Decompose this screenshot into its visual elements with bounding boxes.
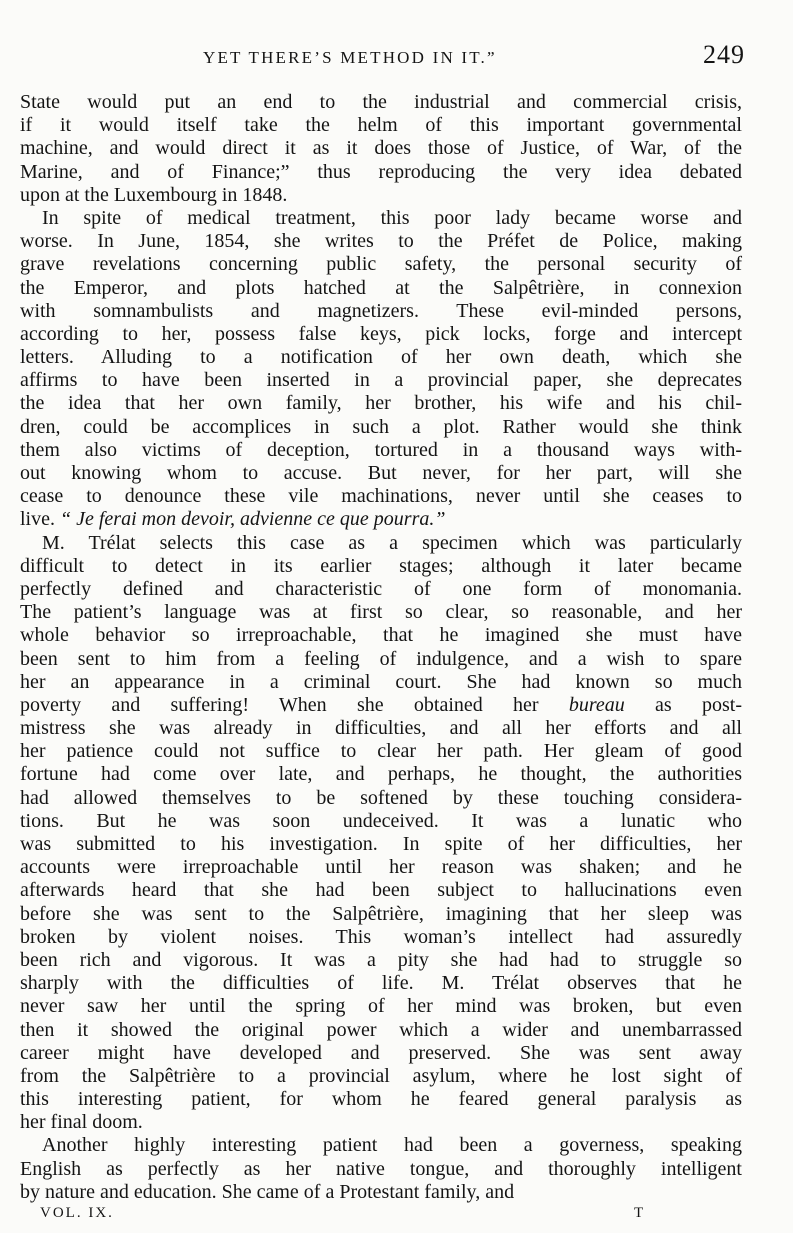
paragraph — [20, 91, 742, 207]
text-segment: was submitted to his investigation. In spite of her difficulties, her — [20, 833, 742, 855]
text-segment: out knowing whom to accuse. But never, for her part, will she — [20, 462, 742, 484]
text-segment: them also victims of deception, tortured in a thousand ways with- — [20, 438, 742, 461]
text-line — [20, 601, 742, 624]
text-segment: live. — [20, 508, 60, 531]
text-line — [20, 972, 742, 995]
text-segment: career might have developed and preserved. She was sent away — [20, 1041, 742, 1064]
text-line — [20, 300, 742, 323]
text-line — [20, 694, 742, 717]
text-segment: grave revelations concerning public safety, the personal security of — [20, 253, 742, 276]
text-line — [20, 1158, 742, 1181]
text-segment: the Emperor, and plots hatched at the Salpêtrière, in connexion — [20, 276, 742, 299]
paragraph — [20, 207, 742, 532]
text-line — [20, 253, 742, 276]
text-line — [20, 671, 742, 694]
italic-text: bureau — [568, 693, 625, 716]
text-line — [20, 1181, 742, 1204]
text-segment: been rich and vigorous. It was a pity she had had to struggle so — [20, 948, 742, 971]
text-segment: then it showed the original power which a wider and unembarrassed — [20, 1018, 742, 1041]
text-segment: poverty and suffering! When she obtained her — [20, 693, 569, 716]
text-line — [20, 903, 742, 926]
text-segment: affirms to have been inserted in a provincial paper, she deprecates — [20, 369, 742, 392]
text-line — [20, 230, 742, 253]
paragraph — [20, 1134, 742, 1204]
text-line — [20, 879, 742, 902]
body-text — [20, 91, 742, 1204]
text-line — [20, 949, 742, 972]
text-segment: upon at the Luxembourg in 1848. — [20, 183, 288, 206]
text-segment: whole behavior so irreproachable, that he imagined she must have — [20, 624, 742, 647]
text-segment: sharply with the difficulties of life. M. Trélat observes that he — [20, 972, 742, 995]
text-line — [20, 1088, 742, 1111]
text-segment: cease to denounce these vile machinations, never until she ceases to — [20, 485, 742, 508]
text-line — [20, 740, 742, 763]
text-line — [20, 1065, 742, 1088]
text-line — [20, 323, 742, 346]
text-segment: The patient’s language was at first so clear, so reasonable, and her — [20, 601, 742, 624]
text-segment: Marine, and of Finance;” thus reproducing the very idea debated — [20, 160, 742, 183]
text-line — [20, 1019, 742, 1042]
text-line — [20, 856, 742, 879]
text-line — [20, 995, 742, 1018]
page-number: 249 — [703, 40, 745, 69]
running-title: YET THERE’S METHOD IN IT.” — [203, 48, 497, 67]
text-segment: with somnambulists and magnetizers. These evil-minded persons, — [20, 299, 742, 322]
text-segment: M. Trélat selects this case as a specimen which was particularly — [42, 531, 742, 554]
volume-label: VOL. IX. — [40, 1205, 114, 1221]
text-line — [20, 114, 742, 137]
text-segment: her patience could not suffice to clear her path. Her gleam of good — [20, 740, 742, 763]
text-line — [20, 137, 742, 160]
text-segment: the idea that her own family, her brother, his wife and his chil- — [20, 392, 742, 415]
text-segment: dren, could be accomplices in such a plot. Rather would she think — [20, 415, 742, 438]
text-line — [20, 91, 742, 114]
text-line — [20, 763, 742, 786]
text-line — [20, 161, 742, 184]
text-line — [20, 1134, 742, 1157]
text-line — [20, 717, 742, 740]
text-segment: her an appearance in a criminal court. She had known so much — [20, 670, 742, 693]
text-segment: tions. But he was soon undeceived. It was a lunatic who — [20, 809, 742, 832]
text-line — [20, 462, 742, 485]
italic-text: “ Je ferai mon devoir, advienne ce que pourra.” — [60, 508, 446, 531]
text-segment: as post- — [624, 693, 742, 716]
text-line — [20, 578, 742, 601]
text-segment: broken by violent noises. This woman’s intellect had assuredly — [20, 925, 742, 948]
text-segment: if it would itself take the helm of this important governmental — [20, 114, 742, 137]
text-line — [20, 1111, 742, 1134]
text-line — [20, 787, 742, 810]
text-line — [20, 369, 742, 392]
text-line — [20, 648, 742, 671]
text-segment: her final doom. — [20, 1111, 143, 1134]
text-line — [20, 207, 742, 230]
text-segment: worse. In June, 1854, she writes to the Préfet de Police, making — [20, 230, 742, 253]
text-segment: afterwards heard that she had been subject to hallucinations even — [20, 879, 742, 902]
text-line — [20, 926, 742, 949]
text-segment: never saw her until the spring of her mind was broken, but even — [20, 995, 742, 1018]
text-line — [20, 184, 742, 207]
text-segment: according to her, possess false keys, pick locks, forge and intercept — [20, 322, 742, 345]
text-line — [20, 346, 742, 369]
text-line — [20, 624, 742, 647]
text-segment: mistress she was already in difficulties, and all her efforts and all — [20, 717, 742, 740]
text-line — [20, 833, 742, 856]
text-segment: English as perfectly as her native tongue, and thoroughly intelligent — [20, 1157, 742, 1180]
text-segment: fortune had come over late, and perhaps, he thought, the authorities — [20, 763, 742, 786]
signature-mark: T — [634, 1205, 646, 1221]
text-segment: accounts were irreproachable until her reason was shaken; and he — [20, 856, 742, 879]
text-line — [20, 810, 742, 833]
text-segment: had allowed themselves to be softened by these touching considera- — [20, 786, 742, 809]
text-line — [20, 439, 742, 462]
text-line — [20, 485, 742, 508]
text-segment: by nature and education. She came of a Protestant family, and — [20, 1180, 515, 1203]
text-line — [20, 555, 742, 578]
text-segment: been sent to him from a feeling of indulgence, and a wish to spare — [20, 647, 742, 670]
text-line — [20, 532, 742, 555]
text-segment: before she was sent to the Salpêtrière, imagining that her sleep was — [20, 902, 742, 925]
text-line — [20, 277, 742, 300]
paragraph — [20, 532, 742, 1135]
text-segment: this interesting patient, for whom he feared general paralysis as — [20, 1088, 742, 1111]
text-segment: Another highly interesting patient had been a governess, speaking — [42, 1134, 742, 1157]
text-line — [20, 508, 742, 531]
text-line — [20, 416, 742, 439]
text-segment: machine, and would direct it as it does those of Justice, of War, of the — [20, 137, 742, 160]
page-footer — [0, 1205, 793, 1229]
text-segment: from the Salpêtrière to a provincial asylum, where he lost sight of — [20, 1064, 742, 1087]
text-line — [20, 1042, 742, 1065]
text-segment: letters. Alluding to a notification of her own death, which she — [20, 346, 742, 369]
text-segment: perfectly defined and characteristic of one form of monomania. — [20, 577, 742, 600]
text-segment: In spite of medical treatment, this poor lady became worse and — [42, 206, 742, 229]
text-segment: State would put an end to the industrial and commercial crisis, — [20, 91, 742, 113]
page-header — [0, 38, 793, 78]
text-line — [20, 392, 742, 415]
text-segment: difficult to detect in its earlier stages; although it later became — [20, 554, 742, 577]
